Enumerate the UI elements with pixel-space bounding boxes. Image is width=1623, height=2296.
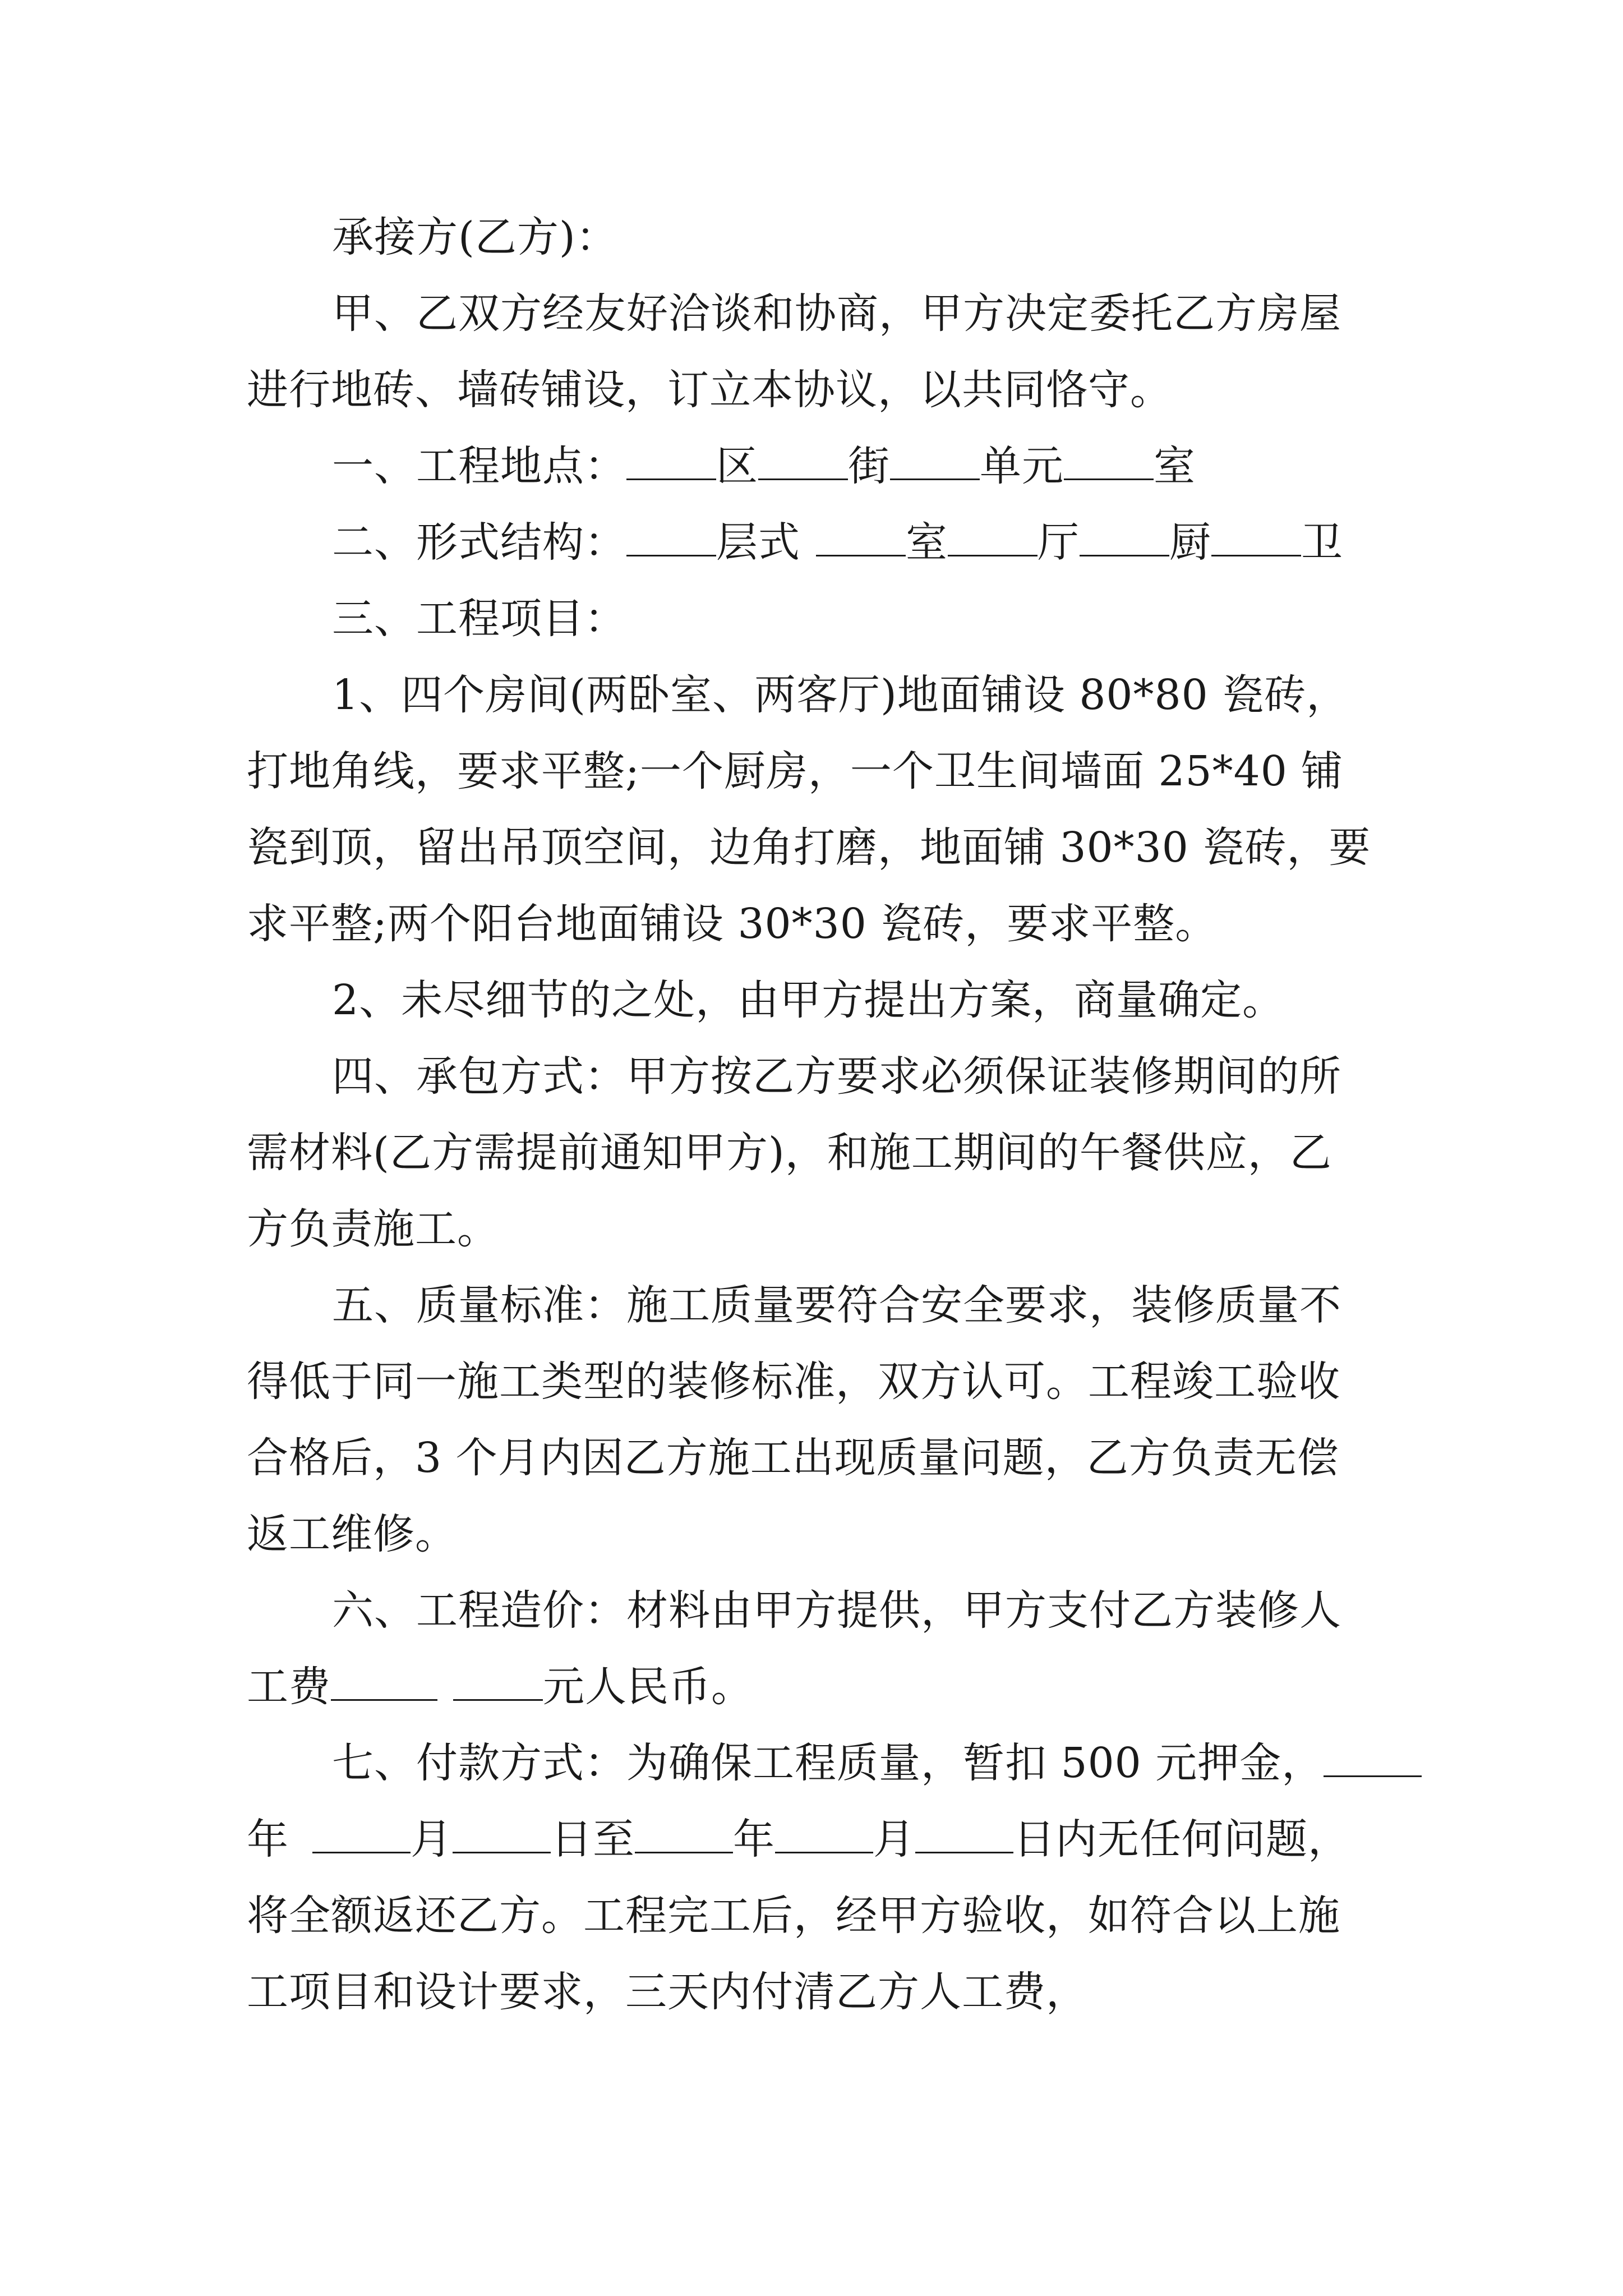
blank-field <box>626 444 716 480</box>
paragraph-intro-line-1: 甲、乙双方经友好洽谈和协商，甲方决定委托乙方房屋 <box>332 289 1341 338</box>
paragraph-intro-line-2: 进行地砖、墙砖铺设，订立本协议，以共同恪守。 <box>247 366 1172 414</box>
blank-field <box>1324 1741 1422 1777</box>
clause-3-item-1-line-2: 打地角线，要求平整;一个厨房，一个卫生间墙面 25*40 铺 <box>247 747 1344 795</box>
blank-field <box>312 1817 411 1853</box>
blank-field <box>816 520 906 556</box>
blank-field <box>775 1817 873 1853</box>
blank-field <box>453 1664 543 1701</box>
blank-field <box>890 444 980 480</box>
blank-field <box>1064 444 1154 480</box>
clause-5-line-2: 得低于同一施工类型的装修标准，双方认可。工程竣工验收 <box>247 1358 1340 1406</box>
clause-7-line-4: 工项目和设计要求，三天内付清乙方人工费， <box>247 1968 1088 2016</box>
clause-3-heading: 三、工程项目： <box>332 595 626 643</box>
blank-field <box>635 1817 733 1853</box>
clause-2-structure: 二、形式结构： 层式 室 厅 厨 卫 <box>332 518 1343 567</box>
clause-4-line-2: 需材料(乙方需提前通知甲方)，和施工期间的午餐供应，乙 <box>247 1129 1332 1177</box>
clause-4-line-1: 四、承包方式：甲方按乙方要求必须保证装修期间的所 <box>332 1052 1341 1101</box>
blank-field <box>915 1817 1013 1853</box>
clause-1-location: 一、工程地点： 区 街 单元 室 <box>332 442 1196 490</box>
clause-7-line-3: 将全额返还乙方。工程完工后，经甲方验收，如符合以上施 <box>247 1892 1340 1940</box>
blank-field <box>948 520 1038 556</box>
clause-5-line-1: 五、质量标准：施工质量要符合安全要求，装修质量不 <box>332 1281 1341 1329</box>
blank-field <box>331 1664 437 1701</box>
clause-4-line-3: 方负责施工。 <box>247 1205 499 1253</box>
clause-3-item-1-line-3: 瓷到顶，留出吊顶空间，边角打磨，地面铺 30*30 瓷砖，要 <box>247 823 1371 872</box>
clause-3-item-1-line-1: 1、四个房间(两卧室、两客厅)地面铺设 80*80 瓷砖， <box>332 671 1349 719</box>
clause-3-item-1-line-4: 求平整;两个阳台地面铺设 30*30 瓷砖，要求平整。 <box>247 900 1218 948</box>
clause-7-line-2: 年 月 日至 年 月 日内无任何问题， <box>247 1815 1350 1864</box>
blank-field <box>453 1817 551 1853</box>
contractor-party-line: 承接方(乙方)： <box>332 213 618 261</box>
clause-3-item-2: 2、未尽细节的之处，由甲方提出方案，商量确定。 <box>332 976 1285 1024</box>
clause-7-line-1: 七、付款方式：为确保工程质量，暂扣 500 元押金， <box>247 1725 1385 1801</box>
blank-field <box>758 444 848 480</box>
clause-5-line-3: 合格后，3 个月内因乙方施工出现质量问题，乙方负责无偿 <box>247 1434 1339 1482</box>
clause-6-line-1: 六、工程造价：材料由甲方提供，甲方支付乙方装修人 <box>332 1586 1341 1635</box>
blank-field <box>626 520 716 556</box>
document-body <box>247 199 1385 2030</box>
blank-field <box>1080 520 1169 556</box>
blank-field <box>1211 520 1301 556</box>
clause-5-line-4: 返工维修。 <box>247 1510 457 1558</box>
clause-6-line-2: 工费 元人民币。 <box>247 1663 753 1711</box>
